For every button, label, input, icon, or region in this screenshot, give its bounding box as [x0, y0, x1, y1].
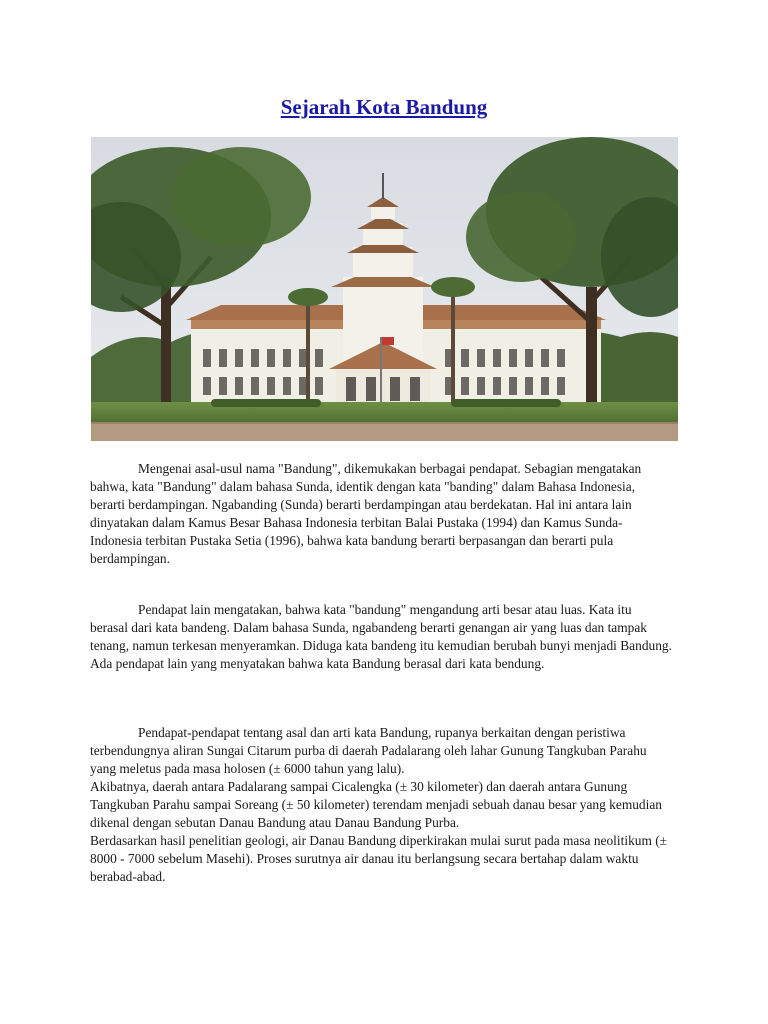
paragraph-3-intro [90, 724, 672, 778]
gedung-sate-photo [91, 137, 678, 441]
paragraph-3 [90, 724, 672, 886]
paragraph-3-intro-text: Pendapat-pendapat tentang asal dan arti kata Bandung, rupanya berkaitan dengan peristiwa terbendungnya aliran Sungai Citarum purba di daerah Padalarang oleh lahar Gunung Tangkuban Parahu yang meletus pada masa holosen (± 6000 tahun yang lalu). [90, 725, 647, 776]
paragraph-2-text: Pendapat lain mengatakan, bahwa kata "bandung" mengandung arti besar atau luas. Kata itu berasal dari kata bandeng. Dalam bahasa Sunda, ngabandeng berarti genangan air yang luas dan tampak tenang, namun terkesan menyeramkan. Diduga kata bandeng itu kemudian berubah bunyi menjadi Bandung. Ada pendapat lain yang menyatakan bahwa kata Bandung berasal dari kata bendung. [90, 602, 672, 671]
paragraph-1-text: Mengenai asal-usul nama "Bandung", dikemukakan berbagai pendapat. Sebagian mengatakan bahwa, kata "Bandung" dalam bahasa Sunda, identik dengan kata "banding" dalam Bahasa Indonesia, berarti berdampingan. Ngabanding (Sunda) berarti berdampingan atau berdekatan. Hal ini antara lain dinyatakan dalam Kamus Besar Bahasa Indonesia terbitan Balai Pustaka (1994) dan Kamus Sunda-Indonesia terbitan Pustaka Setia (1996), bahwa kata bandung berarti berpasangan dan berarti pula berdampingan. [90, 461, 642, 566]
paragraph-2 [90, 601, 672, 673]
paragraph-1 [90, 460, 672, 568]
paragraph-3-line2: Akibatnya, daerah antara Padalarang sampai Cicalengka (± 30 kilometer) dan daerah antara Gunung Tangkuban Parahu sampai Soreang (± 50 kilometer) terendam menjadi sebuah danau besar yang kemudian dikenal dengan sebutan Danau Bandung atau Danau Bandung Purba. [90, 779, 662, 830]
title-link[interactable]: Sejarah Kota Bandung [280, 95, 488, 119]
page-title [0, 94, 768, 120]
paragraph-3-line3: Berdasarkan hasil penelitian geologi, air Danau Bandung diperkirakan mulai surut pada masa neolitikum (± 8000 - 7000 sebelum Masehi). Proses surutnya air danau itu berlangsung secara bertahap dalam waktu berabad-abad. [90, 833, 668, 884]
